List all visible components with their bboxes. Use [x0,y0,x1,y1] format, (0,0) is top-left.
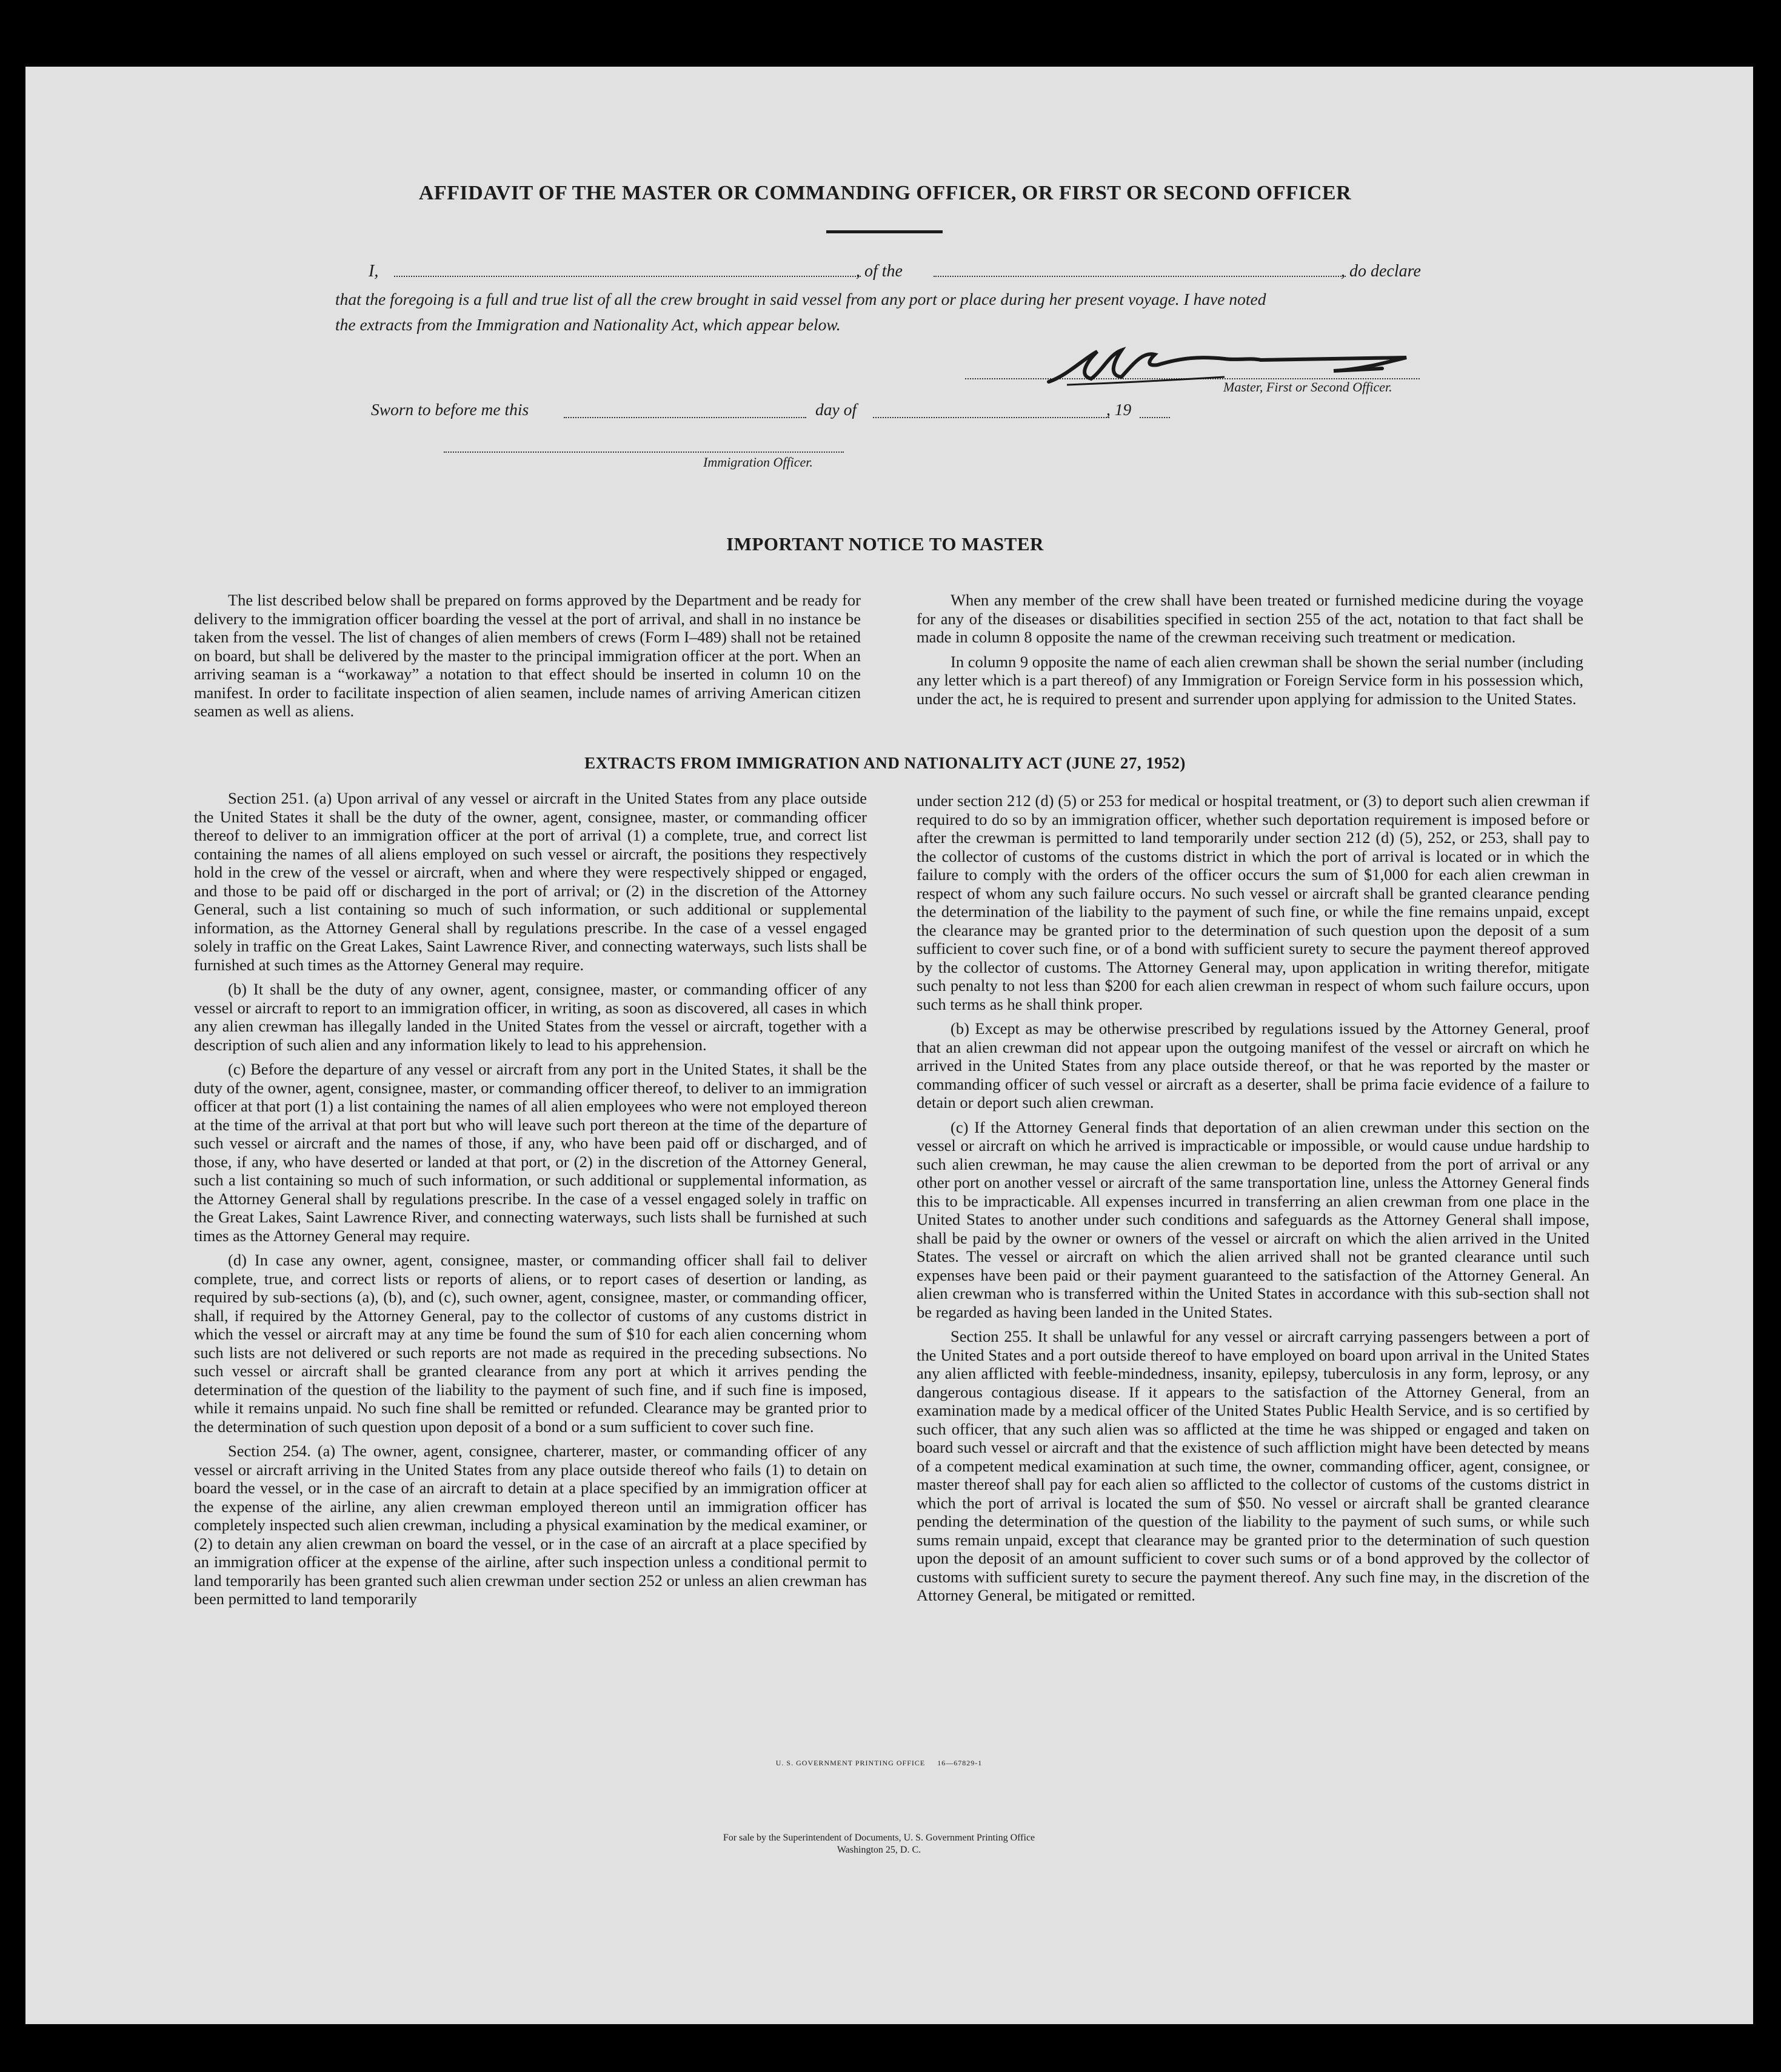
section-254-c: (c) If the Attorney General finds that deportation of an alien crewman under this section on the vessel or aircraft on which he arrived is impracticable or impossible, or would cause undue hardship to such alien crewman, he may cause the alien crewman to be deported from the port of arrival or any other port on another vessel or aircraft of the same transportation line, unless the Attorney General finds this to be impracticable. All expenses incurred in transferring an alien crewman from one place in the United States to another under such conditions and safeguards as the Attorney General shall impose, shall be paid by the owner or owners of the vessel or aircraft on which the alien arrived in the United States. The vessel or aircraft on which the alien arrived shall not be granted clearance until such expenses have been paid or their payment guaranteed to the satisfaction of the Attorney General. An alien crewman who is transferred within the United States in accordance with this sub-section shall not be regarded as having been landed in the United States. [917,1118,1589,1321]
sworn-year-label: , 19 [1106,400,1132,419]
sworn-month-fill-line[interactable] [873,417,1109,418]
section-251-a: Section 251. (a) Upon arrival of any vessel or aircraft in the United States from any place outside the United States it shall be the duty of the owner, agent, consignee, master, or commanding officer thereof to deliver to an immigration officer at the port of arrival (1) a complete, true, and correct list containing the names of all aliens employed on such vessel or aircraft, the positions they respectively hold in the crew of the vessel or aircraft, when and where they were respectively shipped or engaged, and those to be paid off or discharged in the port of arrival; or (2) in the discretion of the Attorney General, such a list containing so much of such information, or such additional or supplemental information, as the Attorney General shall by regulations prescribe. In the case of a vessel engaged solely in traffic on the Great Lakes, Saint Lawrence River, and connecting waterways, such lists shall be furnished at such times as the Attorney General may require. [194,789,867,974]
extracts-left-column [194,789,867,1614]
do-declare-label: , do declare [1341,262,1421,281]
sale-notice-line-1: For sale by the Superintendent of Documents, U. S. Government Printing Office [723,1833,1035,1843]
name-fill-line[interactable] [394,276,861,277]
section-251-c: (c) Before the departure of any vessel or aircraft from any port in the United States, it shall be the duty of the owner, agent, consignee, master, or commanding officer thereof, to deliver to an immigration officer at that port (1) a list containing the names of all alien employees who were not employed thereon at the time of the arrival at that port but who will leave such port thereon at the time of the departure of such vessel or aircraft and the names of those, if any, who have been paid off or discharged, and of those, if any, who have deserted or landed at that port, or (2) in the discretion of the Attorney General, such a list containing so much of such information, or such additional or supplemental information, as the Attorney General shall by regulations prescribe. In the case of a vessel engaged solely in traffic on the Great Lakes, Saint Lawrence River, and connecting waterways, such lists shall be furnished at such times as the Attorney General may require. [194,1060,867,1245]
printing-office-imprint: U. S. GOVERNMENT PRINTING OFFICE 16—67829-1 [775,1759,983,1767]
of-the-label: , of the [856,262,903,281]
notice-left-paragraph: The list described below shall be prepared on forms approved by the Department and be ready for delivery to the immigration officer boarding the vessel at the port of arrival, and shall in no instance be taken from the vessel. The list of changes of alien members of crews (Form I–489) shall not be retained on board, but shall be delivered by the master to the principal immigration officer at the port. When an arriving seaman is a “workaway” a notation to that effect should be inserted in column 10 on the manifest. In order to facilitate inspection of alien seamen, include names of arriving American citizen seamen as well as aliens. [194,591,861,720]
notice-left-column [194,591,861,727]
title-divider [826,230,943,233]
notice-right-paragraph-2: In column 9 opposite the name of each alien crewman shall be shown the serial number (including any letter which is a part thereof) of any Immigration or Foreign Service form in his possession which, under the act, he is required to present and surrender upon applying for admission to the United States. [917,652,1583,708]
notice-right-column [917,591,1583,714]
declare-i-label: I, [369,262,379,281]
notice-title: IMPORTANT NOTICE TO MASTER [726,533,1044,555]
declaration-statement-line2: that the foregoing is a full and true list of all the crew brought in said vessel from any port or place during her present voyage. I have noted [335,290,1266,308]
affidavit-title: AFFIDAVIT OF THE MASTER OR COMMANDING OFFICER, OR FIRST OR SECOND OFFICER [418,182,1352,204]
sworn-prefix: Sworn to before me this [371,400,529,419]
sworn-day-of-label: day of [815,400,857,419]
immigration-officer-label: Immigration Officer. [703,455,813,470]
master-signature-label: Master, First or Second Officer. [1223,379,1392,395]
sworn-year-fill-line[interactable] [1140,417,1170,418]
notice-right-paragraph-1: When any member of the crew shall have been treated or furnished medicine during the voyage for any of the diseases or disabilities specified in section 255 of the act, notation to that fact shall be made in column 8 opposite the name of the crewman receiving such treatment or medication. [917,591,1583,646]
section-251-d: (d) In case any owner, agent, consignee, master, or commanding officer shall fail to deliver complete, true, and correct lists or reports of aliens, or to report cases of desertion or landing, as required by sub-sections (a), (b), and (c), such owner, agent, consignee, master, or commanding officer, shall, if required by the Attorney General, pay to the collector of customs of any customs district in which the vessel or aircraft may at any time be found the sum of $10 for each alien concerning whom such lists are not delivered or such reports are not made as required in the preceding subsections. No such vessel or aircraft shall be granted clearance from any port at which it arrives pending the determination of the question of the liability to the payment of such fine, and if such fine is imposed, while it remains unpaid. No such fine shall be remitted or refunded. Clearance may be granted prior to the determination of such question upon deposit of a bond or a sum sufficient to cover such fine. [194,1251,867,1436]
section-255: Section 255. It shall be unlawful for any vessel or aircraft carrying passengers between a port of the United States and a port outside thereof to have employed on board upon arrival in the United States any alien afflicted with feeble-mindedness, insanity, epilepsy, tuberculosis in any form, leprosy, or any dangerous contagious disease. If it appears to the satisfaction of the Attorney General, from an examination made by a medical officer of the United States Public Health Service, and is so certified by such officer, that any such alien was so afflicted at the time he was shipped or engaged and taken on board such vessel or aircraft and that the existence of such affliction might have been detected by means of a competent medical examination at such time, the owner, commanding officer, agent, consignee, or master thereof shall pay for each alien so afflicted to the collector of customs of the customs district in which the port of arrival is located the sum of $50. No vessel or aircraft shall be granted clearance pending the determination of the question of the liability to the payment of such sums, or while such sums remain unpaid, except that clearance may be granted prior to the determination of such question upon the deposit of an amount sufficient to cover such sums or of a bond approved by the collector of customs with sufficient surety to secure the payment thereof. Any such fine may, in the discretion of the Attorney General, be mitigated or remitted. [917,1327,1589,1604]
immigration-officer-signature-line[interactable] [444,451,844,453]
section-254-a: Section 254. (a) The owner, agent, consignee, charterer, master, or commanding officer of any vessel or aircraft arriving in the United States from any place outside thereof who fails (1) to detain on board the vessel, or in the case of an aircraft to detain at a place specified by an immigration officer at the expense of the airline, any alien crewman employed thereon until an immigration officer has completely inspected such alien crewman, including a physical examination by the medical examiner, or (2) to detain any alien crewman on board the vessel, or in the case of an aircraft at a place specified by an immigration officer at the expense of the airline, after such inspection unless a conditional permit to land temporarily has been granted such alien crewman under section 252 or unless an alien crewman has been permitted to land temporarily [194,1442,867,1608]
section-254-b: (b) Except as may be otherwise prescribed by regulations issued by the Attorney General, proof that an alien crewman did not appear upon the outgoing manifest of the vessel or aircraft on which he arrived in the United States from any place outside thereof, or that he was reported by the master or commanding officer of such vessel or aircraft as a deserter, shall be prima facie evidence of a failure to detain or deport such alien crewman. [917,1019,1589,1111]
extracts-title: EXTRACTS FROM IMMIGRATION AND NATIONALITY ACT (JUNE 27, 1952) [584,754,1186,772]
sale-notice-line-2: Washington 25, D. C. [837,1845,921,1855]
vessel-fill-line[interactable] [934,276,1346,277]
section-254-a-continued: under section 212 (d) (5) or 253 for medical or hospital treatment, or (3) to deport such alien crewman if required to do so by an immigration officer, whether such deportation requirement is imposed before or after the crewman is permitted to land temporarily under section 212 (d) (5), 252, or 253, shall pay to the collector of customs of the customs district in which the port of arrival is located or in which the failure to comply with the orders of the officer occurs the sum of $1,000 for each alien crewman in respect of whom any such failure occurs. No such vessel or aircraft shall be granted clearance pending the determination of the liability to the payment of such fine, or while the fine remains unpaid, except the clearance may be granted prior to the determination of such question upon the deposit of a sum sufficient to cover such fine, or of a bond with sufficient surety to secure the payment thereof approved by the collector of customs. The Attorney General may, upon application in writing therefor, mitigate such penalty to not less than $200 for each alien crewman in respect of whom such failure occurs, upon such terms as he shall think proper. [917,791,1589,1013]
declaration-statement-line3: the extracts from the Immigration and Nationality Act, which appear below. [335,315,841,334]
section-251-b: (b) It shall be the duty of any owner, agent, consignee, master, or commanding officer of any vessel or aircraft to report to an immigration officer, in writing, as soon as discovered, all cases in which any alien crewman has illegally landed in the United States from the vessel or aircraft, together with a description of such alien and any information likely to lead to his apprehension. [194,980,867,1054]
sworn-day-fill-line[interactable] [564,417,806,418]
extracts-right-column [917,791,1589,1611]
